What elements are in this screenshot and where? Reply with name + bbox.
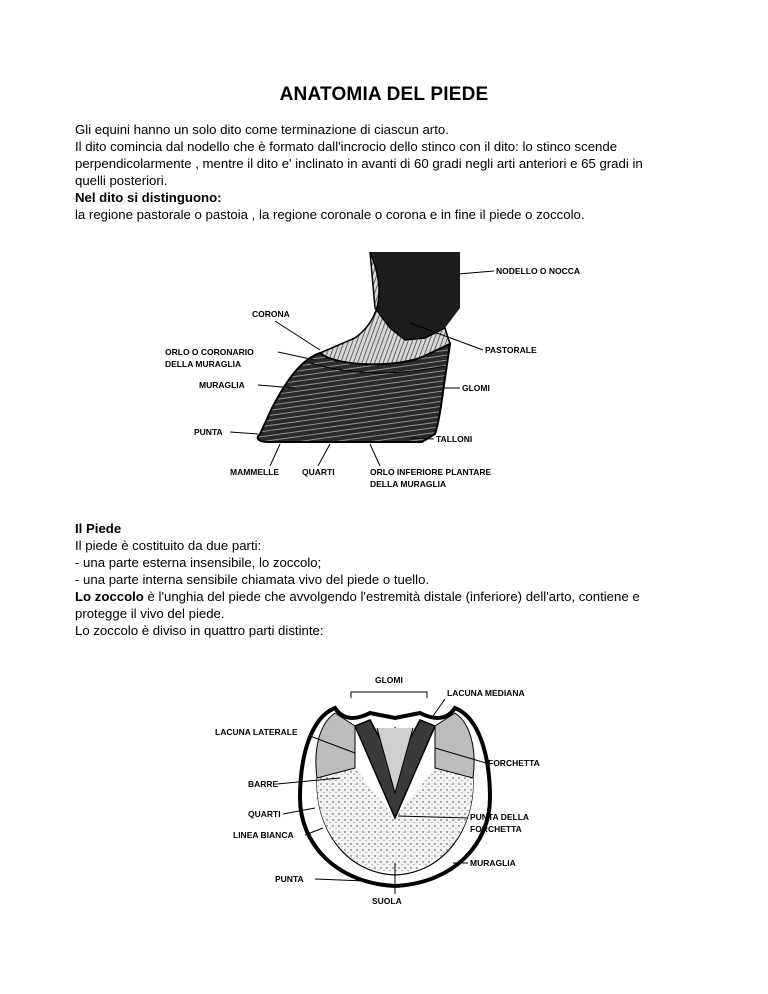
label-muraglia: MURAGLIA — [199, 380, 245, 390]
label-orlo-1: ORLO O CORONARIO — [165, 347, 254, 357]
intro-line: Gli equini hanno un solo dito come terminazione di ciascun arto. — [75, 122, 449, 137]
label-orlo-inferiore-2: DELLA MURAGLIA — [370, 479, 447, 489]
label-barre: BARRE — [248, 779, 279, 789]
page-title: ANATOMIA DEL PIEDE — [279, 84, 489, 105]
piede-heading: Il Piede — [75, 521, 122, 536]
intro-line: perpendicolarmente , mentre il dito e' inclinato in avanti di 60 gradi negli arti anteriori e 65 gradi in — [75, 156, 643, 171]
intro-heading: Nel dito si distinguono: — [75, 190, 222, 205]
label-glomi-2: GLOMI — [375, 675, 403, 685]
piede-line: - una parte interna sensibile chiamata vivo del piede o tuello. — [75, 572, 430, 587]
label-punta-2: PUNTA — [275, 874, 304, 884]
label-talloni: TALLONI — [436, 434, 473, 444]
label-punta: PUNTA — [194, 427, 223, 437]
label-corona: CORONA — [252, 309, 290, 319]
zoccolo-rest: è l'unghia del piede che avvolgendo l'estremità distale (inferiore) dell'arto, contiene e — [143, 589, 640, 604]
intro-line: quelli posteriori. — [75, 173, 168, 188]
piede-line — [75, 588, 705, 605]
label-suola: SUOLA — [372, 896, 402, 906]
label-punta-forchetta-2: FORCHETTA — [470, 824, 522, 834]
label-orlo-2: DELLA MURAGLIA — [165, 359, 242, 369]
label-forchetta: FORCHETTA — [488, 758, 540, 768]
label-lacuna-mediana: LACUNA MEDIANA — [447, 688, 525, 698]
hoof-sole-diagram — [205, 668, 575, 908]
piede-line: - una parte esterna insensibile, lo zoccolo; — [75, 555, 322, 570]
zoccolo-bold: Lo zoccolo — [75, 589, 144, 604]
label-pastorale: PASTORALE — [485, 345, 537, 355]
label-quarti-2: QUARTI — [248, 809, 281, 819]
label-punta-forchetta-1: PUNTA DELLA — [470, 812, 530, 822]
intro-text — [75, 121, 705, 223]
label-mammelle: MAMMELLE — [230, 467, 280, 477]
label-muraglia-2: MURAGLIA — [470, 858, 516, 868]
piede-line: Lo zoccolo è diviso in quattro parti distinte: — [75, 623, 324, 638]
piede-line: Il piede è costituito da due parti: — [75, 538, 262, 553]
label-quarti: QUARTI — [302, 467, 335, 477]
piede-text — [75, 520, 705, 639]
foot-lateral-diagram — [160, 248, 600, 494]
label-lacuna-laterale: LACUNA LATERALE — [215, 727, 298, 737]
label-linea-bianca: LINEA BIANCA — [233, 830, 294, 840]
label-nodello: NODELLO O NOCCA — [496, 266, 581, 276]
intro-line: Il dito comincia dal nodello che è formato dall'incrocio dello stinco con il dito: lo stinco scende — [75, 139, 618, 154]
intro-line: la regione pastorale o pastoia , la regione coronale o corona e in fine il piede o zoccolo. — [75, 207, 585, 222]
label-glomi: GLOMI — [462, 383, 490, 393]
label-orlo-inferiore-1: ORLO INFERIORE PLANTARE — [370, 467, 492, 477]
piede-line: protegge il vivo del piede. — [75, 606, 225, 621]
